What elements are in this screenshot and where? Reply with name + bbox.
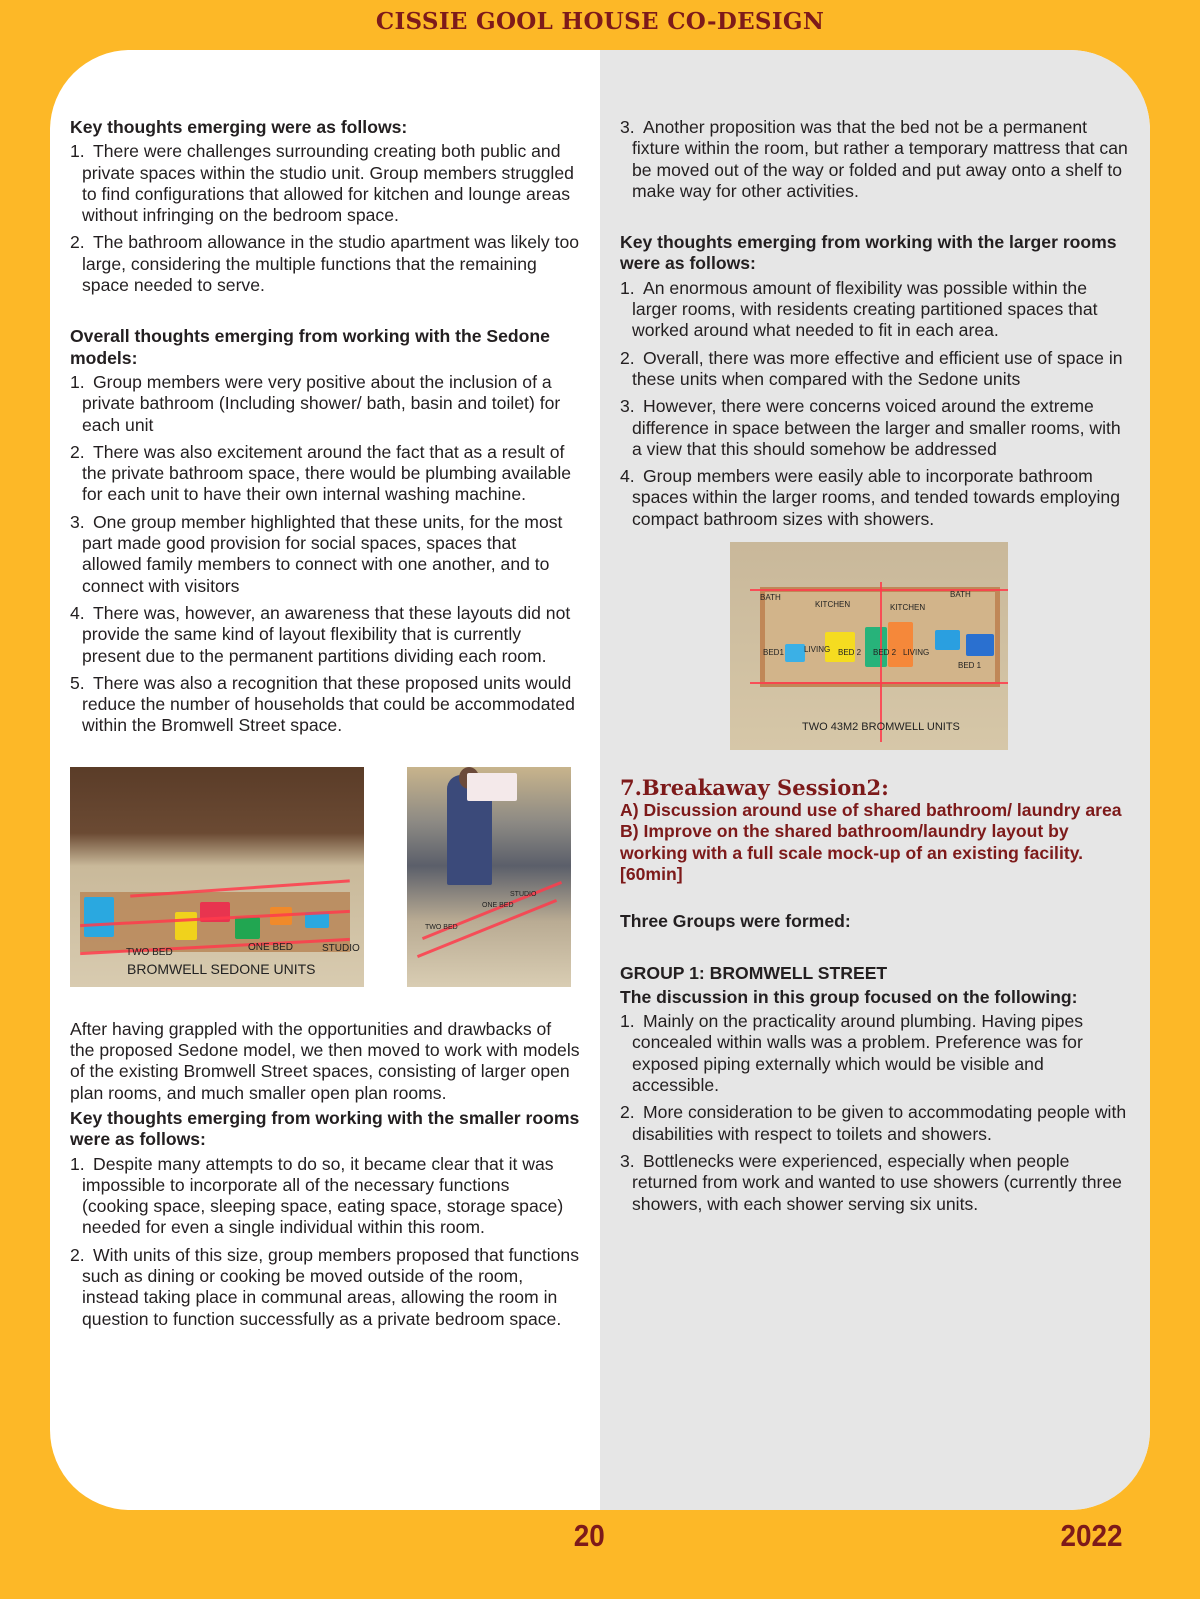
list-number: 3. (620, 117, 635, 137)
key-thoughts-heading: Key thoughts emerging were as follows: (70, 117, 408, 137)
list-number: 1. (620, 277, 635, 298)
photo-label: BED 2 (838, 648, 862, 658)
list-number: 2. (70, 1244, 85, 1265)
list-text: Group members were easily able to incorporate bathroom spaces within the larger rooms, and tended towards employing compact bathroom sizes with showers. (632, 466, 1121, 529)
photo-label: BED1 (763, 648, 784, 658)
list-text: More consideration to be given to accommodating people with disabilities with respect to toilets and showers. (632, 1102, 1127, 1144)
smaller-rooms-list-continued (620, 117, 1130, 202)
list-item (620, 1011, 1130, 1096)
list-number: 3. (620, 1150, 635, 1171)
list-text: Despite many attempts to do so, it became clear that it was impossible to incorporate all of the necessary functions (cooking space, sleeping space, eating space, storage space) needed for even a single individual within this room. (82, 1153, 564, 1238)
list-item (620, 466, 1130, 530)
list-item (620, 348, 1130, 391)
photo-label: STUDIO (510, 890, 537, 898)
workshop-participant-photo (407, 767, 571, 987)
list-text: There was also a recognition that these proposed units would reduce the number of households that could be accommodated within the Bromwell Street space. (82, 672, 575, 736)
list-number: 2. (70, 232, 85, 253)
list-item (620, 396, 1130, 460)
document-header-title: CISSIE GOOL HOUSE CO-DESIGN (375, 8, 825, 35)
photo-label: ONE BED (482, 901, 514, 909)
photo-label: LIVING (903, 648, 930, 658)
right-column (620, 117, 1130, 1221)
list-number: 1. (70, 141, 85, 162)
transition-paragraph: After having grappled with the opportunities and drawbacks of the proposed Sedone model, we then moved to work with models of the existing Bromwell Street spaces, consisting of larger open plan rooms, and much smaller open plan rooms. (70, 1018, 580, 1103)
list-item (70, 512, 580, 597)
page-number: 20 (573, 1518, 605, 1553)
list-item (70, 1154, 580, 1239)
list-item (70, 372, 580, 436)
photo-caption: BROMWELL SEDONE UNITS (127, 960, 316, 977)
list-text: One group member highlighted that these units, for the most part made good provision for social spaces, spaces that allowed family members to connect with one another, and to connect with visitors (82, 511, 563, 596)
list-item (620, 1151, 1130, 1215)
photo-label: BED 2 (873, 648, 897, 658)
photo-label: KITCHEN (890, 603, 926, 613)
session-item-b: B) Improve on the shared bathroom/laundry layout by working with a full scale mock-up of an existing facility. [60min] (620, 821, 1084, 884)
list-number: 2. (70, 441, 85, 462)
smaller-rooms-list (70, 1154, 580, 1330)
list-item (70, 442, 580, 506)
bromwell-43m2-units-photo (730, 542, 1008, 750)
larger-rooms-heading: Key thoughts emerging from working with the larger rooms were as follows: (620, 232, 1117, 274)
bromwell-sedone-units-photo (70, 767, 364, 987)
list-number: 1. (70, 1153, 85, 1174)
list-item (620, 1102, 1130, 1145)
smaller-rooms-heading: Key thoughts emerging from working with the smaller rooms were as follows: (70, 1107, 580, 1150)
larger-rooms-list (620, 278, 1130, 530)
photo-label: ONE BED (248, 941, 294, 953)
list-item (70, 673, 580, 737)
list-item (70, 141, 580, 226)
list-item (620, 278, 1130, 342)
list-text: There were challenges surrounding creating both public and private spaces within the studio unit. Group members struggled to find configurations that allowed for kitchen and lounge areas without infringing on the bedroom space. (82, 141, 574, 226)
photo-label: BATH (760, 593, 781, 603)
photo-label: LIVING (804, 645, 831, 655)
session-item-a: A) Discussion around use of shared bathroom/ laundry area (620, 800, 1122, 821)
list-text: Another proposition was that the bed not be a permanent fixture within the room, but rather a temporary mattress that can be moved out of the way or folded and put away onto a shelf to make way for other activities. (632, 117, 1128, 201)
photo-label: BED 1 (958, 661, 982, 671)
sedone-heading: Overall thoughts emerging from working with the Sedone models: (70, 326, 550, 368)
list-number: 3. (620, 396, 635, 417)
groups-formed-heading: Three Groups were formed: (620, 911, 851, 932)
left-column (70, 117, 580, 1336)
photo-label: TWO BED (425, 923, 458, 931)
list-text: An enormous amount of flexibility was possible within the larger rooms, with residents creating partitioned spaces that worked around what needed to fit in each area. (632, 277, 1098, 341)
list-text: With units of this size, group members proposed that functions such as dining or cooking be moved outside of the room, instead taking place in communal areas, allowing the room in question to function successfully as a private bedroom space. (82, 1244, 580, 1329)
group1-title: GROUP 1: BROMWELL STREET (620, 962, 888, 983)
photo-label: STUDIO (322, 942, 360, 954)
footer-year: 2022 (1060, 1518, 1123, 1553)
list-text: Overall, there was more effective and efficient use of space in these units when compared with the Sedone units (632, 347, 1123, 389)
list-item (620, 117, 1130, 202)
list-item (70, 603, 580, 667)
list-text: There was also excitement around the fact that as a result of the private bathroom space, there would be plumbing available for each unit to have their own internal washing machine. (82, 441, 572, 505)
sedone-photo-row (70, 767, 580, 987)
photo-label: BATH (950, 590, 971, 600)
content-panel (50, 50, 1150, 1510)
list-number: 2. (620, 347, 635, 368)
list-number: 5. (70, 672, 85, 693)
list-number: 4. (70, 602, 85, 623)
list-text: Group members were very positive about the inclusion of a private bathroom (Including shower/ bath, basin and toilet) for each unit (82, 371, 561, 435)
photo-label: KITCHEN (815, 600, 851, 610)
list-number: 3. (70, 511, 85, 532)
sedone-list (70, 372, 580, 737)
list-text: However, there were concerns voiced around the extreme difference in space between the larger and smaller rooms, with a view that this should somehow be addressed (632, 396, 1121, 459)
list-number: 4. (620, 466, 635, 487)
list-number: 2. (620, 1102, 635, 1123)
group1-list (620, 1011, 1130, 1215)
key-thoughts-list (70, 141, 580, 296)
list-number: 1. (70, 371, 85, 392)
group1-intro: The discussion in this group focused on the following: (620, 986, 1078, 1007)
list-item (70, 232, 580, 296)
photo-label: TWO BED (126, 946, 173, 958)
list-text: The bathroom allowance in the studio apartment was likely too large, considering the multiple functions that the remaining space needed to serve. (82, 232, 580, 296)
list-number: 1. (620, 1011, 635, 1032)
list-text: Mainly on the practicality around plumbing. Having pipes concealed within walls was a problem. Preference was for exposed piping externally which would be visible and accessible. (632, 1011, 1084, 1096)
list-item (70, 1245, 580, 1330)
list-text: Bottlenecks were experienced, especially when people returned from work and wanted to use showers (currently three showers, with each shower serving six units. (632, 1150, 1122, 1214)
list-text: There was, however, an awareness that these layouts did not provide the same kind of layout flexibility that is currently present due to the permanent partitions dividing each room. (82, 602, 571, 666)
section-title: 7.Breakaway Session2: (620, 775, 889, 801)
photo-caption: TWO 43M2 BROMWELL UNITS (802, 721, 960, 734)
